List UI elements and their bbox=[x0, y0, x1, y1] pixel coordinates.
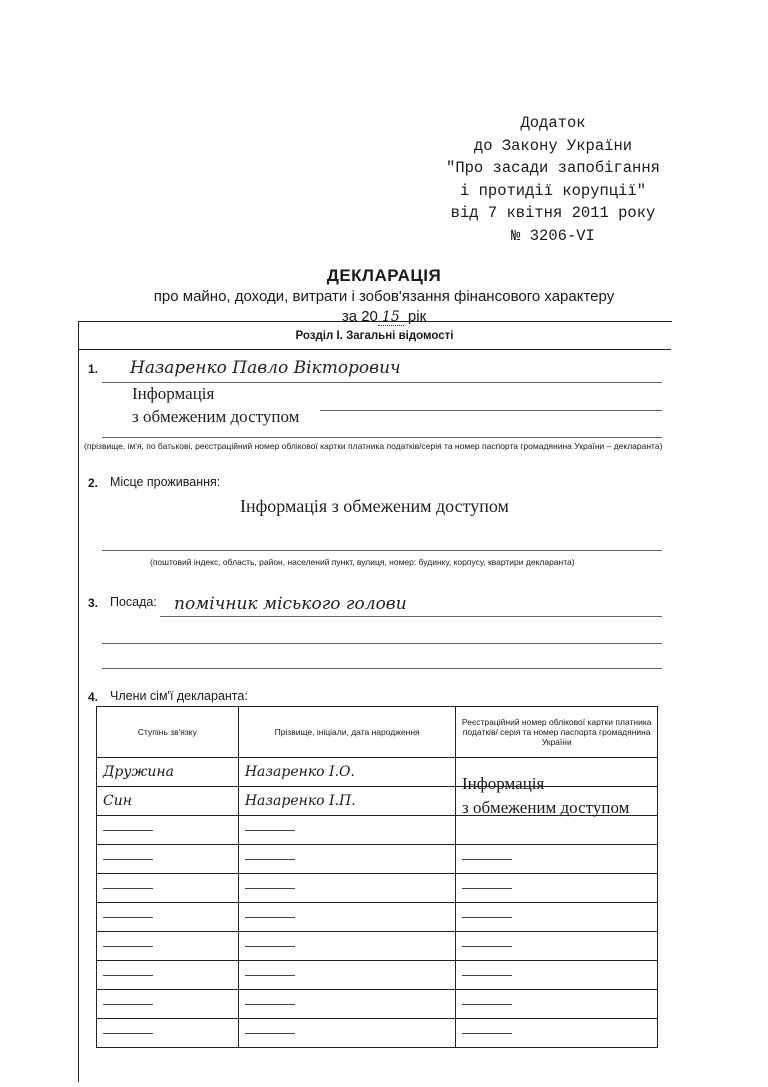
item-number: 4. bbox=[88, 690, 99, 704]
column-header: Прізвище, ініціали, дата народження bbox=[238, 707, 456, 758]
document-subtitle: про майно, доходи, витрати і зобов'язання фінансового характеру bbox=[153, 288, 615, 305]
fill-line bbox=[320, 410, 662, 411]
field-hint: (поштовий індекс, область, район, населений пункт, вулиця, номер: будинку, корпусу, квартири декларанта) bbox=[150, 557, 575, 567]
table-row bbox=[97, 874, 658, 903]
table-row bbox=[97, 845, 658, 874]
appendix-block bbox=[428, 112, 678, 247]
year-handwritten: 15 bbox=[378, 309, 404, 326]
fill-line bbox=[102, 550, 662, 551]
table-row bbox=[97, 932, 658, 961]
restricted-stamp: Інформація з обмеженим доступом bbox=[240, 496, 509, 516]
name-cell: Назаренко І.П. bbox=[238, 787, 456, 816]
residence-label: Місце проживання: bbox=[110, 475, 221, 489]
item-number: 1. bbox=[88, 362, 99, 376]
table-row bbox=[97, 990, 658, 1019]
appendix-line: Додаток bbox=[520, 114, 586, 132]
restricted-stamp-line: з обмеженим доступом bbox=[462, 798, 630, 817]
fill-line bbox=[102, 382, 662, 383]
relation-cell: Дружина bbox=[97, 758, 239, 787]
column-header: Реєстраційний номер облікової картки платника податків/ серія та номер паспорта громадянина України bbox=[456, 707, 658, 758]
name-cell: Назаренко І.О. bbox=[238, 758, 456, 787]
family-restricted-stamp bbox=[462, 772, 629, 820]
family-table bbox=[96, 706, 658, 1048]
item-number: 2. bbox=[88, 476, 99, 490]
table-header-row bbox=[97, 707, 658, 758]
year-prefix: за 20 bbox=[341, 308, 378, 325]
appendix-line: до Закону України bbox=[473, 136, 633, 155]
declarant-name-handwritten: Назаренко Павло Вікторович bbox=[130, 358, 401, 378]
restricted-stamp-line: Інформація bbox=[462, 774, 545, 793]
restricted-stamp-line: з обмеженим доступом bbox=[132, 407, 300, 426]
fill-line bbox=[102, 437, 662, 438]
document-title: ДЕКЛАРАЦІЯ bbox=[326, 266, 442, 285]
appendix-line: від 7 квітня 2011 року bbox=[450, 204, 656, 222]
appendix-line: і протидії корупції" bbox=[459, 181, 647, 200]
position-label: Посада: bbox=[110, 595, 157, 609]
fill-line bbox=[102, 643, 662, 644]
family-label: Члени сім'ї декларанта: bbox=[110, 689, 248, 703]
item-number: 3. bbox=[88, 596, 99, 610]
table-row bbox=[97, 961, 658, 990]
restricted-stamp-line: Інформація bbox=[132, 384, 215, 403]
year-suffix: рік bbox=[407, 308, 427, 325]
table-row bbox=[97, 1019, 658, 1048]
fill-line bbox=[160, 616, 662, 617]
fill-line bbox=[102, 668, 662, 669]
position-handwritten: помічник міського голови bbox=[174, 594, 407, 614]
column-header: Ступінь зв'язку bbox=[97, 707, 239, 758]
section-header: Розділ І. Загальні відомості bbox=[78, 321, 671, 350]
table-row bbox=[97, 903, 658, 932]
appendix-line: № 3206-VI bbox=[511, 226, 595, 245]
field-hint: (прізвище, ім'я, по батькові, реєстраційний номер облікової картки платника податків/серія та номер паспорта громадянина України – декларанта) bbox=[84, 441, 663, 451]
appendix-line: "Про засади запобігання bbox=[446, 159, 660, 177]
relation-cell: Син bbox=[97, 787, 239, 816]
